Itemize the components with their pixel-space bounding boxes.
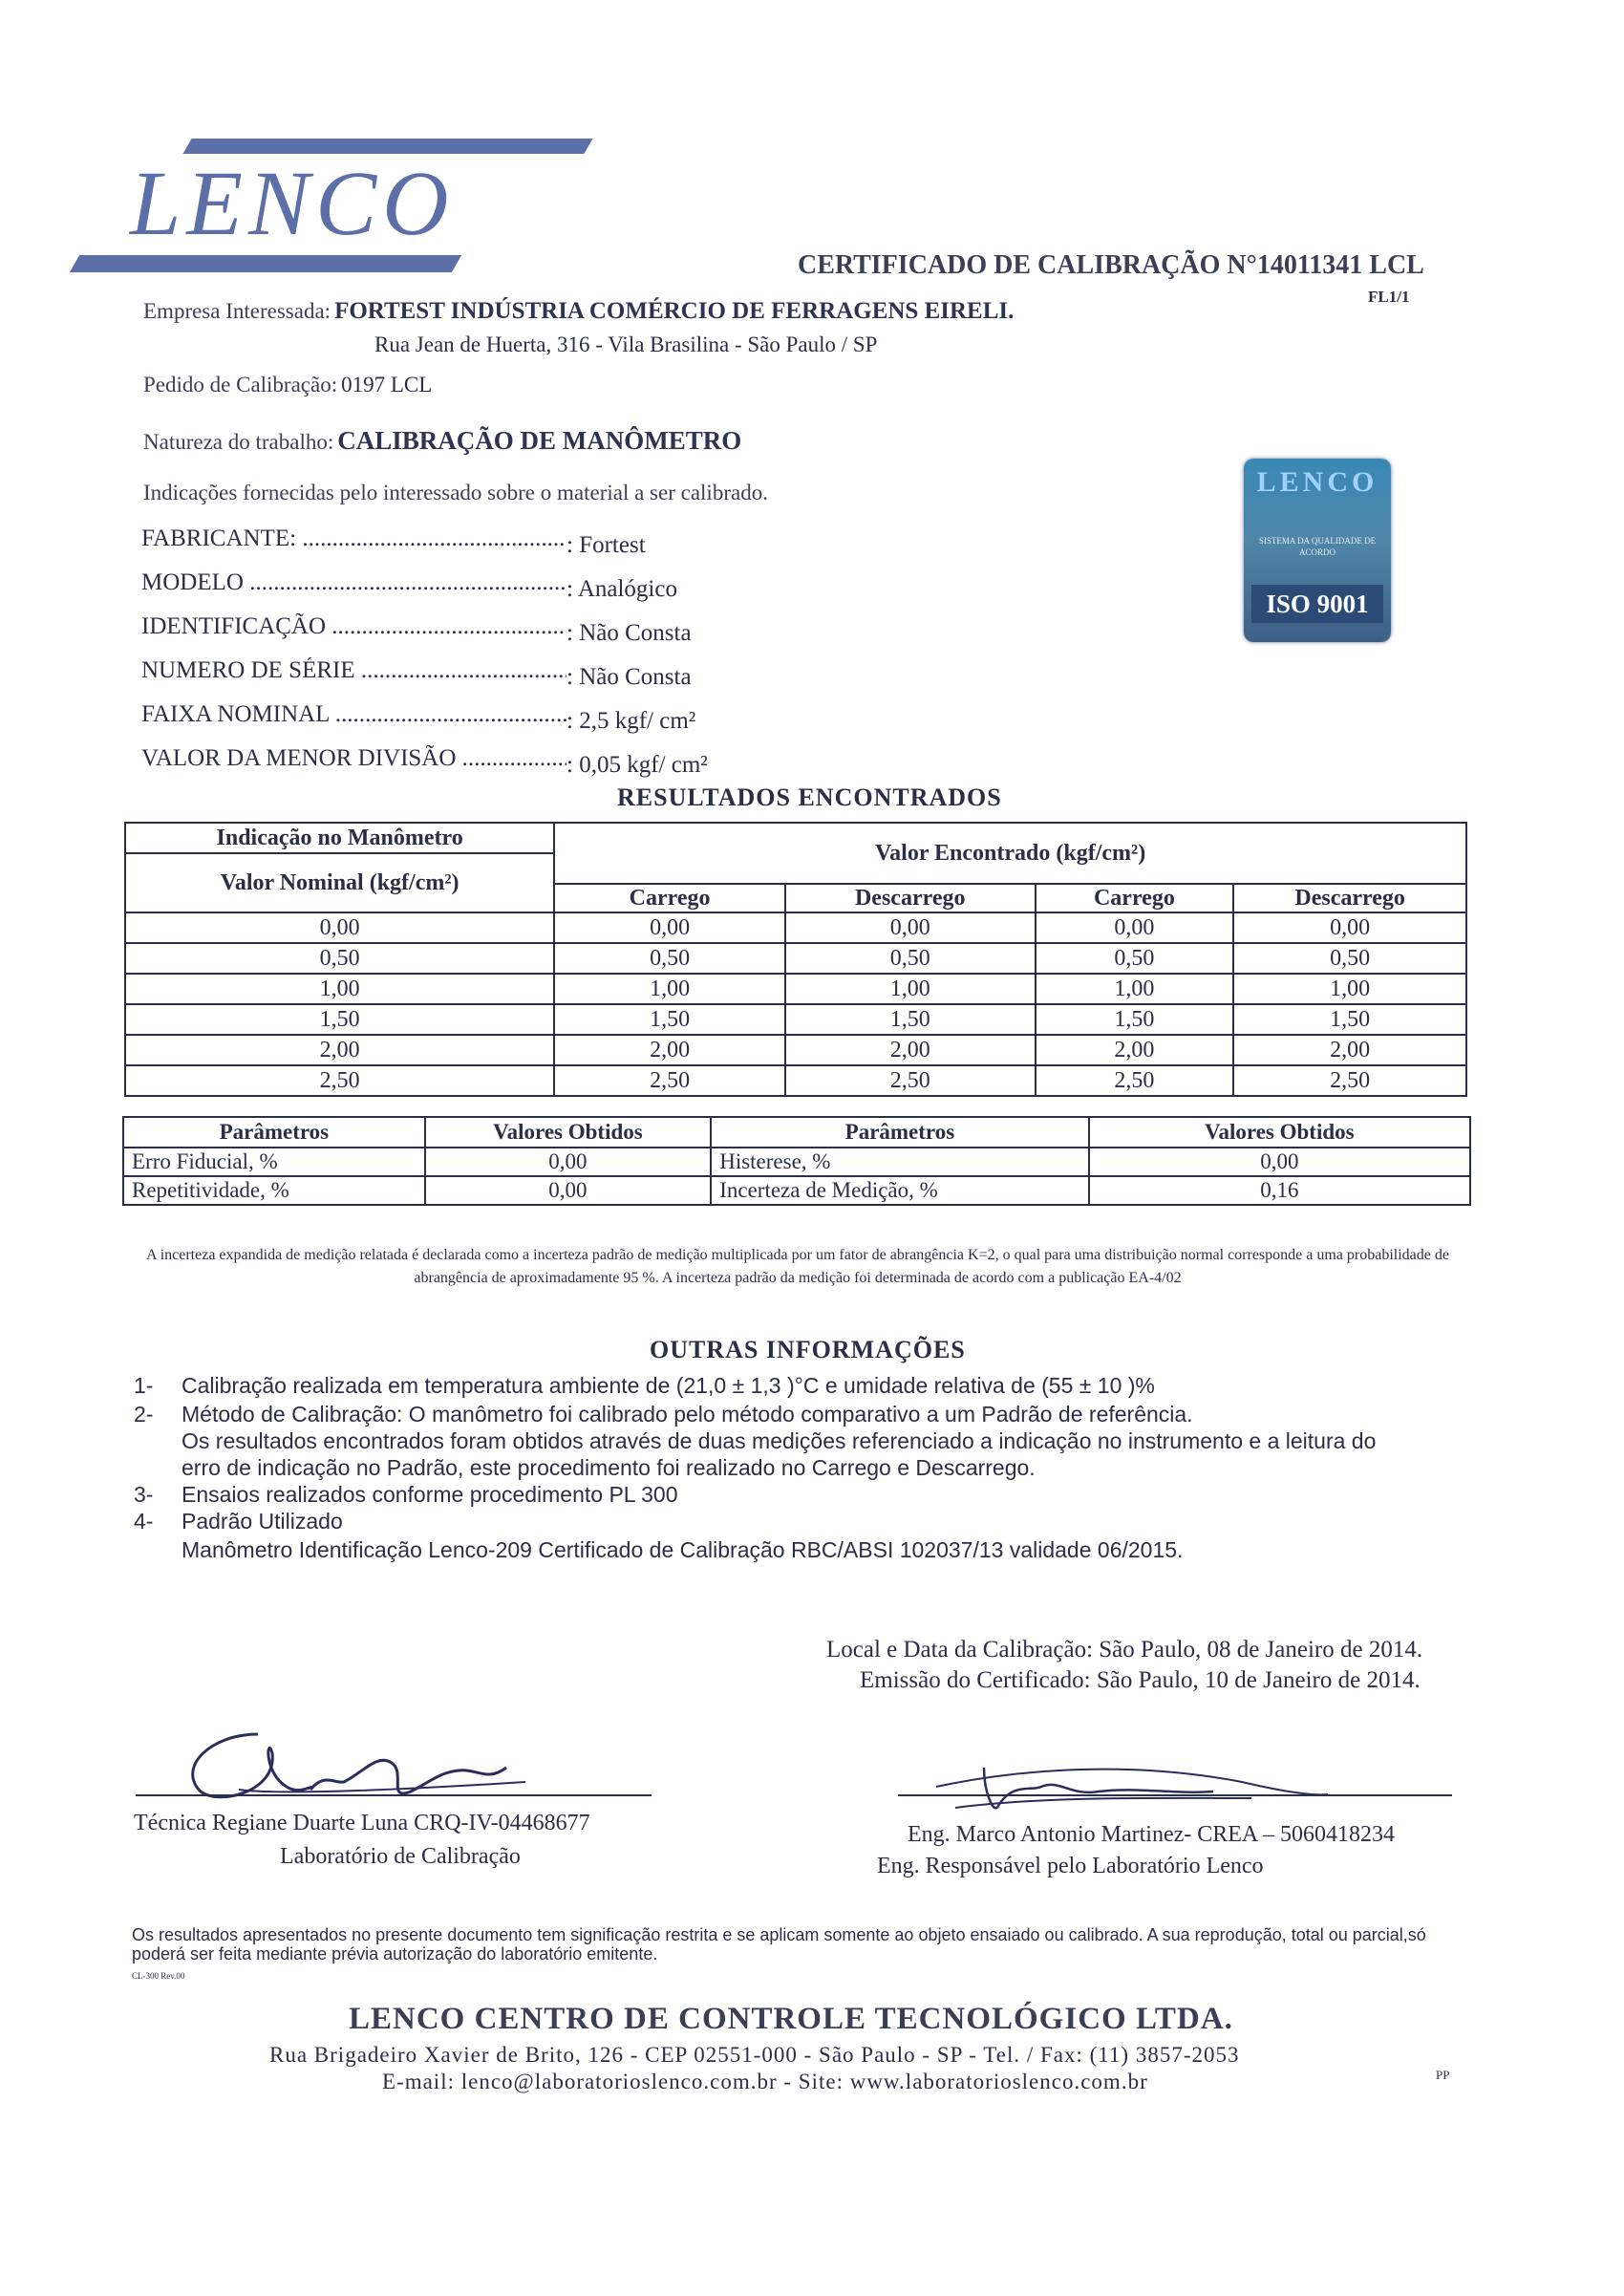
client-line — [143, 298, 1014, 325]
table-cell: 2,50 — [554, 1065, 785, 1096]
table-cell: 2,00 — [1233, 1035, 1466, 1065]
field-numero-serie — [141, 657, 692, 691]
footer-contact: E-mail: lenco@laboratorioslenco.com.br - Site: www.laboratorioslenco.com.br — [382, 2070, 1148, 2093]
header-carrego-2: Carrego — [1036, 884, 1234, 912]
calibration-date: Local e Data da Calibração: São Paulo, 08 de Janeiro de 2014. — [826, 1637, 1423, 1663]
logo-text: LENCO — [130, 152, 455, 254]
field-value: : Fortest — [566, 532, 646, 558]
list-item — [134, 1508, 1471, 1534]
lenco-logo — [75, 139, 524, 282]
left-signatory-role: Laboratório de Calibração — [280, 1844, 521, 1869]
field-menor-divisao — [141, 745, 708, 779]
table-cell: 0,16 — [1089, 1176, 1470, 1205]
client-name: FORTEST INDÚSTRIA COMÉRCIO DE FERRAGENS EIRELI. — [334, 298, 1015, 324]
table-cell: 2,00 — [554, 1035, 785, 1065]
nature-value: CALIBRAÇÃO DE MANÔMETRO — [337, 426, 742, 455]
nature-label: Natureza do trabalho: — [143, 430, 334, 454]
table-cell: 2,00 — [1036, 1035, 1234, 1065]
table-cell: Histerese, % — [711, 1148, 1088, 1176]
header-parametros-2: Parâmetros — [711, 1117, 1088, 1148]
signature-right — [927, 1739, 1347, 1825]
seal-top-text: LENCO — [1256, 466, 1378, 498]
header-valor-encontrado: Valor Encontrado (kgf/cm²) — [554, 823, 1466, 884]
signature-left — [172, 1715, 535, 1820]
list-number: 4- — [134, 1509, 154, 1534]
table-cell: 1,00 — [1233, 974, 1466, 1004]
table-cell: 1,00 — [785, 974, 1036, 1004]
table-cell: 2,50 — [125, 1065, 554, 1096]
left-signatory-name: Técnica Regiane Duarte Luna CRQ-IV-04468677 — [134, 1811, 590, 1835]
table-cell: 1,50 — [554, 1004, 785, 1035]
field-key: FABRICANTE: ..... — [141, 526, 566, 552]
header-carrego-1: Carrego — [554, 884, 785, 912]
issue-date: Emissão do Certificado: São Paulo, 10 de Janeiro de 2014. — [860, 1667, 1421, 1693]
list-number: 3- — [134, 1482, 154, 1507]
list-text: Manômetro Identificação Lenco-209 Certificado de Calibração RBC/ABSI 102037/13 validade 06/2015. — [182, 1537, 1184, 1562]
table-row — [125, 1065, 1466, 1096]
field-key: VALOR DA MENOR DIVISÃO ..... — [141, 745, 566, 772]
field-modelo — [141, 569, 677, 603]
table-row — [123, 1176, 1470, 1205]
client-label: Empresa Interessada: — [143, 299, 331, 323]
field-key: IDENTIFICAÇÃO ..... — [141, 613, 566, 640]
sheet-number: FL1/1 — [1368, 288, 1410, 306]
list-text: Padrão Utilizado — [182, 1509, 343, 1534]
field-key: FAIXA NOMINAL ..... — [141, 701, 566, 728]
table-cell: Erro Fiducial, % — [123, 1148, 425, 1176]
list-number: 2- — [134, 1402, 154, 1427]
certificate-title: CERTIFICADO DE CALIBRAÇÃO N°14011341 LCL — [798, 250, 1424, 280]
list-text: Calibração realizada em temperatura ambiente de (21,0 ± 1,3 )°C e umidade relativa de (55 ± 10 )% — [182, 1373, 1155, 1398]
table-cell: 0,50 — [1233, 943, 1466, 974]
uncertainty-note: A incerteza expandida de medição relatada é declarada como a incerteza padrão de medição multiplicada por um fator de abrangência K=2, o qual para uma distribuição normal corresponde a uma probabilidade de abrangência de aproximadamente 95 %. A incerteza padrão da medição foi determinada de acordo com a publicação EA-4/02 — [146, 1247, 1449, 1286]
table-cell: 1,50 — [785, 1004, 1036, 1035]
signature-line-right — [898, 1794, 1452, 1796]
list-item — [134, 1372, 1471, 1399]
table-cell: Repetitividade, % — [123, 1176, 425, 1205]
signature-line-left — [136, 1794, 652, 1796]
table-cell: Incerteza de Medição, % — [711, 1176, 1088, 1205]
right-signatory-role: Eng. Responsável pelo Laboratório Lenco — [877, 1854, 1264, 1878]
results-table — [124, 822, 1467, 1097]
table-cell: 1,00 — [125, 974, 554, 1004]
table-cell: 1,50 — [125, 1004, 554, 1035]
field-value: : Analógico — [566, 576, 677, 602]
table-cell: 0,50 — [1036, 943, 1234, 974]
list-text: erro de indicação no Padrão, este procedimento foi realizado no Carrego e Descarrego. — [182, 1455, 1036, 1480]
parameters-table — [122, 1116, 1471, 1206]
table-cell: 0,00 — [554, 912, 785, 943]
list-item — [134, 1401, 1471, 1427]
table-cell: 0,50 — [125, 943, 554, 974]
table-cell: 1,50 — [1233, 1004, 1466, 1035]
list-number: 1- — [134, 1373, 154, 1398]
table-cell: 0,00 — [1233, 912, 1466, 943]
table-cell: 2,00 — [785, 1035, 1036, 1065]
table-cell: 0,00 — [425, 1148, 712, 1176]
table-cell: 0,50 — [785, 943, 1036, 974]
form-code: CL-300 Rev.00 — [132, 1971, 185, 1981]
header-indicacao: Indicação no Manômetro — [125, 823, 554, 853]
logo-bar-bottom — [70, 255, 461, 272]
field-key: NUMERO DE SÉRIE ..... — [141, 657, 566, 684]
table-cell: 1,50 — [1036, 1004, 1234, 1035]
table-cell: 0,00 — [425, 1176, 712, 1205]
field-fabricante — [141, 526, 646, 559]
list-item — [134, 1481, 1471, 1508]
field-value: : 2,5 kgf/ cm² — [566, 708, 696, 734]
table-cell: 2,50 — [1036, 1065, 1234, 1096]
table-cell: 2,00 — [125, 1035, 554, 1065]
header-parametros-1: Parâmetros — [123, 1117, 425, 1148]
list-text: Ensaios realizados conforme procedimento PL 300 — [182, 1482, 678, 1507]
footer-address: Rua Brigadeiro Xavier de Brito, 126 - CEP 02551-000 - São Paulo - SP - Tel. / Fax: (11) 3857-2053 — [269, 2043, 1240, 2067]
table-cell: 0,00 — [1036, 912, 1234, 943]
client-address: Rua Jean de Huerta, 316 - Vila Brasilina - São Paulo / SP — [374, 333, 878, 356]
list-item — [134, 1536, 1471, 1563]
table-cell: 0,00 — [785, 912, 1036, 943]
list-text: Método de Calibração: O manômetro foi calibrado pelo método comparativo a um Padrão de referência. — [182, 1402, 1193, 1427]
field-key: MODELO ..... — [141, 569, 566, 596]
other-info-title: OUTRAS INFORMAÇÕES — [650, 1336, 966, 1363]
nature-line — [143, 426, 741, 456]
table-cell: 1,00 — [554, 974, 785, 1004]
results-title: RESULTADOS ENCONTRADOS — [617, 783, 1002, 811]
table-cell: 0,50 — [554, 943, 785, 974]
field-value: : 0,05 kgf/ cm² — [566, 752, 708, 778]
seal-middle-text: SISTEMA DA QUALIDADE DE ACORDO — [1258, 536, 1377, 557]
field-identificacao — [141, 613, 692, 647]
header-valores-1: Valores Obtidos — [425, 1117, 712, 1148]
field-faixa-nominal — [141, 701, 695, 735]
field-value: : Não Consta — [566, 620, 692, 646]
footer-company: LENCO CENTRO DE CONTROLE TECNOLÓGICO LTDA. — [349, 2002, 1233, 2036]
table-row — [125, 1004, 1466, 1035]
table-cell: 1,00 — [1036, 974, 1234, 1004]
field-value: : Não Consta — [566, 664, 692, 690]
header-valores-2: Valores Obtidos — [1089, 1117, 1470, 1148]
header-valor-nominal: Valor Nominal (kgf/cm²) — [125, 853, 554, 912]
info-text: Indicações fornecidas pelo interessado sobre o material a ser calibrado. — [143, 481, 768, 504]
disclaimer: Os resultados apresentados no presente documento tem significação restrita e se aplicam somente ao objeto ensaiado ou calibrado. A sua reprodução, total ou parcial,só poderá ser feita mediante prévia autorização do laboratório emitente. — [132, 1925, 1426, 1963]
table-row — [125, 1035, 1466, 1065]
order-value: 0197 LCL — [341, 373, 433, 397]
table-row — [123, 1148, 1470, 1176]
table-cell: 2,50 — [1233, 1065, 1466, 1096]
iso-9001-seal — [1244, 459, 1391, 642]
table-row — [125, 912, 1466, 943]
header-descarrego-1: Descarrego — [785, 884, 1036, 912]
table-row — [125, 943, 1466, 974]
footer-mark: PP — [1436, 2068, 1450, 2082]
right-signatory-name: Eng. Marco Antonio Martinez- CREA – 5060418234 — [908, 1822, 1395, 1847]
table-cell: 2,50 — [785, 1065, 1036, 1096]
list-text: Os resultados encontrados foram obtidos através de duas medições referenciado a indicação no instrumento e a leitura do — [182, 1428, 1377, 1453]
table-cell: 0,00 — [125, 912, 554, 943]
order-label: Pedido de Calibração: — [143, 373, 338, 397]
list-item — [134, 1454, 1471, 1481]
list-item — [134, 1427, 1471, 1454]
table-row — [125, 974, 1466, 1004]
header-descarrego-2: Descarrego — [1233, 884, 1466, 912]
order-line — [143, 373, 432, 397]
table-cell: 0,00 — [1089, 1148, 1470, 1176]
seal-bottom-text: ISO 9001 — [1251, 585, 1383, 623]
